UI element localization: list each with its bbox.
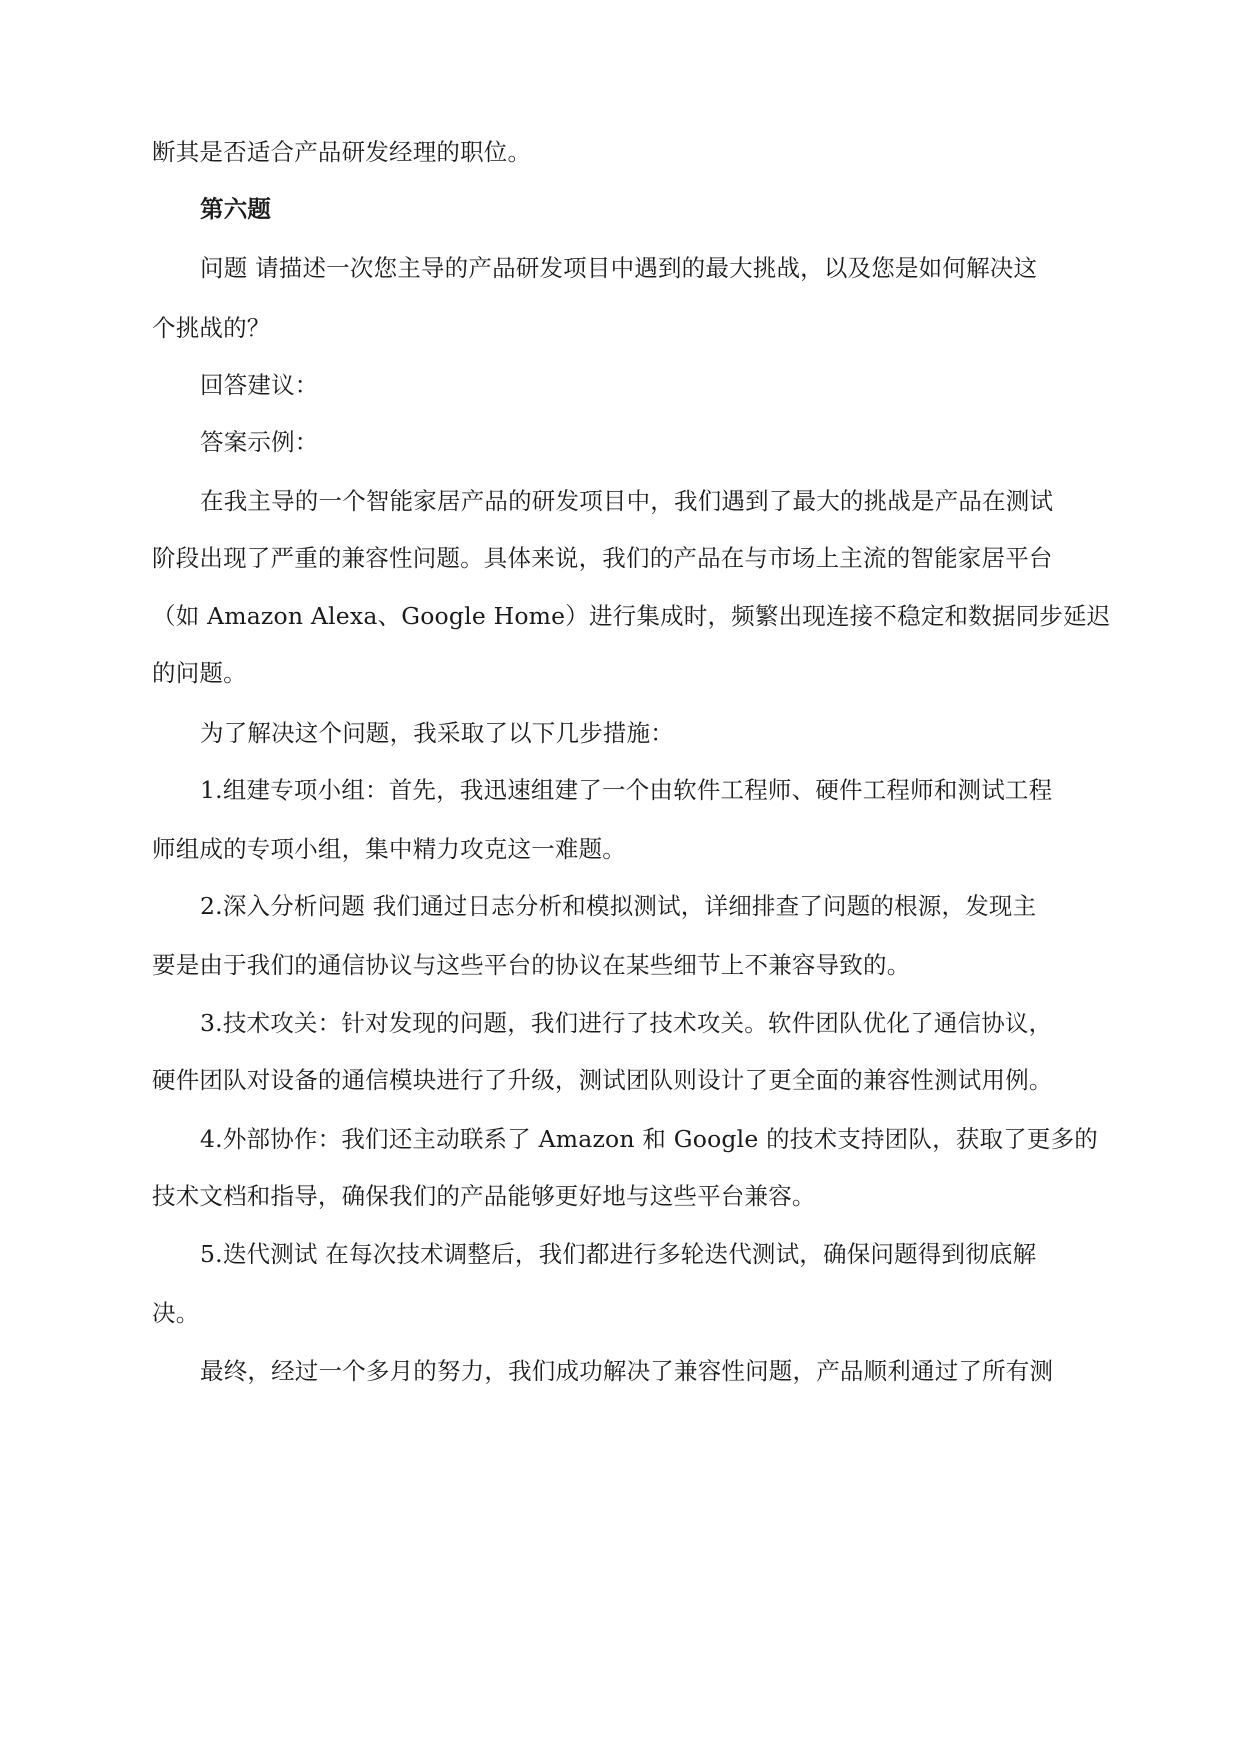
paragraph-line: 在我主导的一个智能家居产品的研发项目中，我们遇到了最大的挑战是产品在测试 <box>200 487 1054 515</box>
list-item-line: 3.技术攻关：针对发现的问题，我们进行了技术攻关。软件团队优化了通信协议， <box>200 1009 1053 1037</box>
paragraph-line: 的问题。 <box>152 659 247 687</box>
list-item-line: 师组成的专项小组，集中精力攻克这一难题。 <box>152 835 626 863</box>
list-item-line: 决。 <box>152 1299 200 1327</box>
paragraph-line: 为了解决这个问题，我采取了以下几步措施： <box>200 719 674 747</box>
question-line: 个挑战的？ <box>152 314 271 342</box>
list-item-line: 硬件团队对设备的通信模块进行了升级，测试团队则设计了更全面的兼容性测试用例。 <box>152 1066 1053 1094</box>
section-heading: 第六题 <box>200 195 272 223</box>
answer-hint-label: 回答建议： <box>200 371 319 399</box>
question-line: 问题 请描述一次您主导的产品研发项目中遇到的最大挑战，以及您是如何解决这 <box>200 254 1038 282</box>
list-item-line: 4.外部协作：我们还主动联系了 Amazon 和 Google 的技术支持团队，获取了更多的 <box>200 1125 1098 1153</box>
list-item-line: 5.迭代测试 在每次技术调整后，我们都进行多轮迭代测试，确保问题得到彻底解 <box>200 1240 1037 1268</box>
paragraph-line: 阶段出现了严重的兼容性问题。具体来说，我们的产品在与市场上主流的智能家居平台 <box>152 544 1053 572</box>
answer-example-label: 答案示例： <box>200 428 319 456</box>
paragraph-line: （如 Amazon Alexa、Google Home）进行集成时，频繁出现连接不稳定和数据同步延迟 <box>152 602 1111 630</box>
list-item-line: 1.组建专项小组：首先，我迅速组建了一个由软件工程师、硬件工程师和测试工程 <box>200 776 1053 804</box>
paragraph-line: 最终，经过一个多月的努力，我们成功解决了兼容性问题，产品顺利通过了所有测 <box>200 1357 1054 1385</box>
list-item-line: 技术文档和指导，确保我们的产品能够更好地与这些平台兼容。 <box>152 1182 816 1210</box>
list-item-line: 要是由于我们的通信协议与这些平台的协议在某些细节上不兼容导致的。 <box>152 951 911 979</box>
list-item-line: 2.深入分析问题 我们通过日志分析和模拟测试，详细排查了问题的根源，发现主 <box>200 892 1037 920</box>
paragraph-line: 断其是否适合产品研发经理的职位。 <box>152 138 532 166</box>
